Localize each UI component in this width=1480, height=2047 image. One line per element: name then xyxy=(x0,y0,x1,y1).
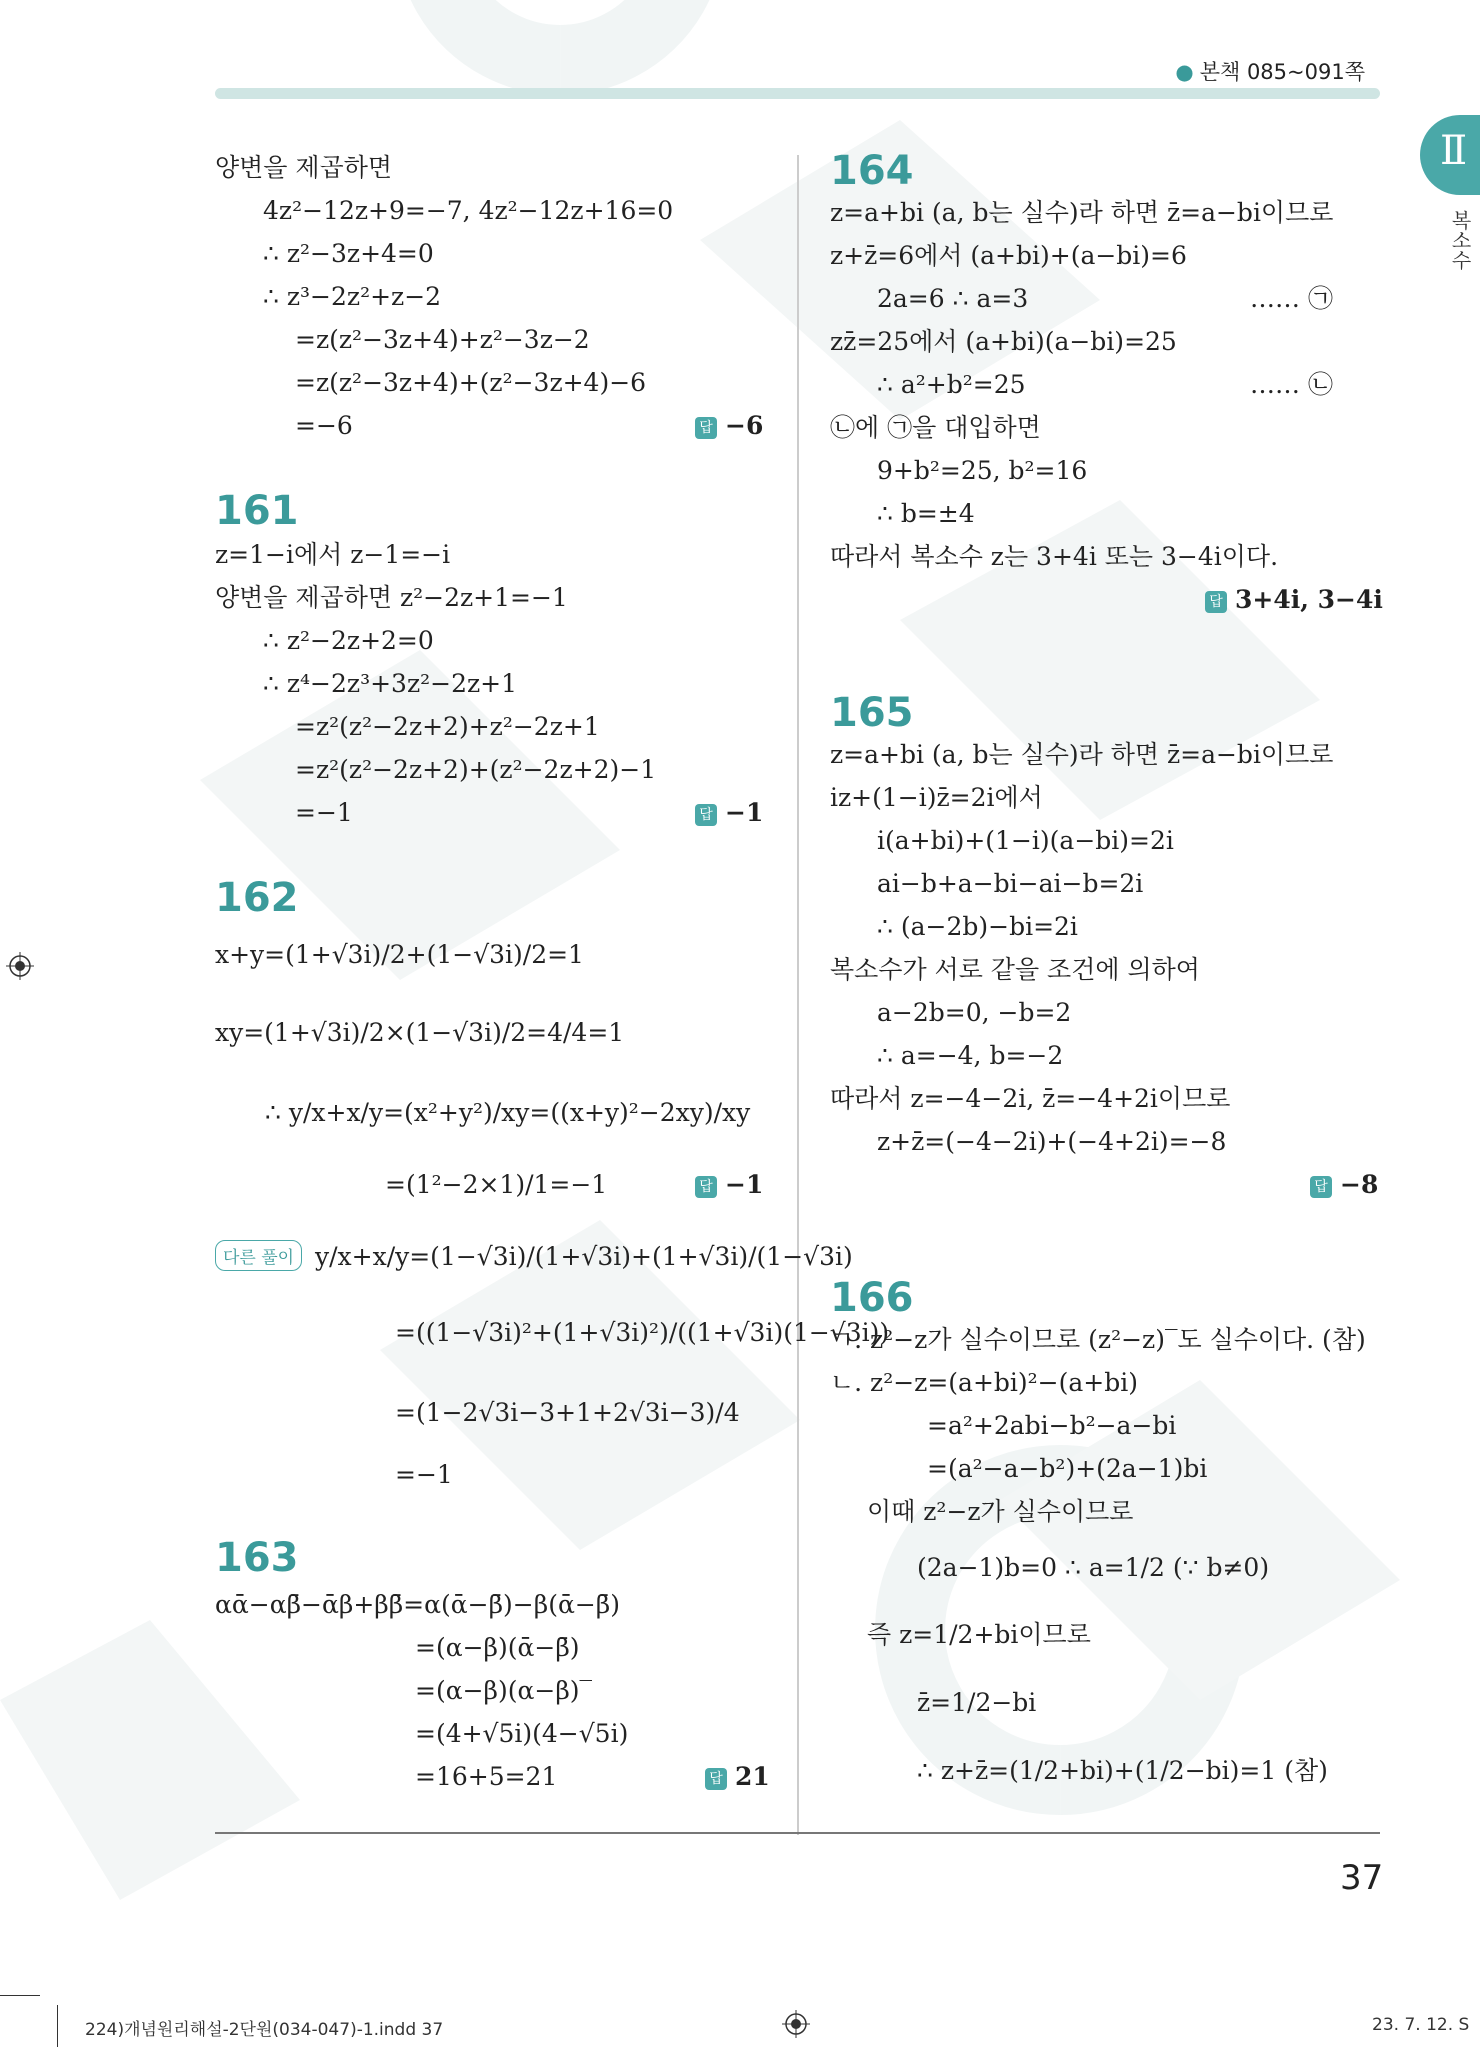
math-line: =z²(z²−2z+2)+z²−2z+1 xyxy=(295,712,600,741)
text-line: 따라서 z=−4−2i, z̄=−4+2i이므로 xyxy=(830,1084,1231,1113)
registration-mark-icon xyxy=(782,2010,810,2038)
print-date: 23. 7. 12. S xyxy=(1372,2015,1470,2035)
math-line: =−6 xyxy=(295,411,353,440)
math-line: =a²+2abi−b²−a−bi xyxy=(927,1411,1177,1440)
problem-number-166: 166 xyxy=(830,1275,914,1321)
math-line: ∴ z²−2z+2=0 xyxy=(263,626,434,655)
text-line: z=1−i에서 z−1=−i xyxy=(215,540,451,569)
math-line: x+y=(1+√3i)/2+(1−√3i)/2=1 xyxy=(215,940,584,969)
text-line: z=a+bi (a, b는 실수)라 하면 z̄=a−bi이므로 xyxy=(830,198,1334,227)
chapter-label: 복소수 xyxy=(1448,210,1472,270)
math-line: =(1²−2×1)/1=−1 xyxy=(385,1170,608,1199)
math-line: ∴ y/x+x/y=(x²+y²)/xy=((x+y)²−2xy)/xy xyxy=(265,1098,751,1127)
text-line: 양변을 제곱하면 xyxy=(215,153,392,182)
text-line: ㄱ. z²−z가 실수이므로 (z²−z)‾도 실수이다. (참) xyxy=(830,1325,1366,1354)
text-line: z+z̄=6에서 (a+bi)+(a−bi)=6 xyxy=(830,241,1187,270)
answer-box: 답 21 xyxy=(705,1762,770,1791)
problem-number-165: 165 xyxy=(830,690,914,736)
answer-icon: 답 xyxy=(1205,591,1227,613)
problem-number-161: 161 xyxy=(215,488,299,534)
math-line: =z(z²−3z+4)+z²−3z−2 xyxy=(295,325,590,354)
math-line: =16+5=21 xyxy=(415,1762,558,1791)
math-line: =(a²−a−b²)+(2a−1)bi xyxy=(927,1454,1208,1483)
answer-icon: 답 xyxy=(705,1768,727,1790)
math-line: ∴ (a−2b)−bi=2i xyxy=(877,912,1078,941)
math-line: =z²(z²−2z+2)+(z²−2z+2)−1 xyxy=(295,755,657,784)
math-line: =z(z²−3z+4)+(z²−3z+4)−6 xyxy=(295,368,647,397)
math-line: 2a=6 ∴ a=3 xyxy=(877,284,1029,313)
crop-mark xyxy=(57,2005,58,2047)
math-line: 9+b²=25, b²=16 xyxy=(877,456,1088,485)
file-info: 224)개념원리해설-2단원(034-047)-1.indd 37 xyxy=(85,2020,444,2040)
answer-box: 답 −1 xyxy=(695,798,763,827)
math-line: =(1−2√3i−3+1+2√3i−3)/4 xyxy=(395,1398,740,1427)
answer-icon: 답 xyxy=(695,417,717,439)
answer-box: 답 −1 xyxy=(695,1170,763,1199)
math-line: =−1 xyxy=(295,798,353,827)
math-line: ∴ z²−3z+4=0 xyxy=(263,239,434,268)
text-line: 복소수가 서로 같을 조건에 의하여 xyxy=(830,955,1200,984)
text-line: zz̄=25에서 (a+bi)(a−bi)=25 xyxy=(830,327,1177,356)
header-bar xyxy=(215,88,1380,99)
math-line: ∴ b=±4 xyxy=(877,499,975,528)
math-line: z̄=1/2−bi xyxy=(917,1688,1037,1717)
math-line: a−2b=0, −b=2 xyxy=(877,998,1072,1027)
math-line: ㄴ. z²−z=(a+bi)²−(a+bi) xyxy=(830,1368,1138,1397)
equation-tag: …… ㉡ xyxy=(1250,370,1333,399)
text-line: 양변을 제곱하면 z²−2z+1=−1 xyxy=(215,583,568,612)
math-line: =(α−β)(α−β)‾ xyxy=(415,1676,593,1705)
chapter-numeral: Ⅱ xyxy=(1440,128,1468,174)
text-line: iz+(1−i)z̄=2i에서 xyxy=(830,783,1043,812)
answer-box: 답 3+4i, 3−4i xyxy=(1205,585,1383,614)
column-divider xyxy=(797,155,799,1835)
math-line: (2a−1)b=0 ∴ a=1/2 (∵ b≠0) xyxy=(917,1553,1270,1582)
math-line: i(a+bi)+(1−i)(a−bi)=2i xyxy=(877,826,1174,855)
math-line: ∴ a=−4, b=−2 xyxy=(877,1041,1064,1070)
math-line: =((1−√3i)²+(1+√3i)²)/((1+√3i)(1−√3i)) xyxy=(395,1318,890,1347)
problem-number-164: 164 xyxy=(830,148,914,194)
math-line: xy=(1+√3i)/2×(1−√3i)/2=4/4=1 xyxy=(215,1018,625,1047)
math-line: =(4+√5i)(4−√5i) xyxy=(415,1719,629,1748)
page-reference: ● 본책 085~091쪽 xyxy=(1175,60,1365,84)
problem-number-163: 163 xyxy=(215,1535,299,1581)
answer-icon: 답 xyxy=(1310,1176,1332,1198)
text-line: 즉 z=1/2+bi이므로 xyxy=(867,1620,1091,1649)
alt-solution-badge: 다른 풀이 xyxy=(215,1240,302,1271)
math-line: ai−b+a−bi−ai−b=2i xyxy=(877,869,1144,898)
math-line: =(α−β)(ᾱ−β̄) xyxy=(415,1633,580,1662)
text-line: ㉡에 ㉠을 대입하면 xyxy=(830,413,1041,442)
page-number: 37 xyxy=(1340,1858,1384,1898)
text-line: z=a+bi (a, b는 실수)라 하면 z̄=a−bi이므로 xyxy=(830,740,1334,769)
problem-number-162: 162 xyxy=(215,875,299,921)
math-line: αᾱ−αβ̄−ᾱβ+ββ̄=α(ᾱ−β̄)−β(ᾱ−β̄) xyxy=(215,1590,620,1619)
math-line: ∴ z³−2z²+z−2 xyxy=(263,282,442,311)
answer-box: 답 −8 xyxy=(1310,1170,1378,1199)
crop-mark xyxy=(0,1995,40,1996)
equation-tag: …… ㉠ xyxy=(1250,284,1333,313)
answer-icon: 답 xyxy=(695,1176,717,1198)
math-line: ∴ z⁴−2z³+3z²−2z+1 xyxy=(263,669,518,698)
math-line: =−1 xyxy=(395,1460,453,1489)
text-line: 이때 z²−z가 실수이므로 xyxy=(867,1497,1134,1526)
text-line: 따라서 복소수 z는 3+4i 또는 3−4i이다. xyxy=(830,542,1279,571)
bottom-rule xyxy=(215,1832,1380,1834)
math-line: ∴ z+z̄=(1/2+bi)+(1/2−bi)=1 (참) xyxy=(917,1756,1328,1785)
registration-mark-icon xyxy=(6,952,34,980)
math-line: z+z̄=(−4−2i)+(−4+2i)=−8 xyxy=(877,1127,1227,1156)
answer-icon: 답 xyxy=(695,804,717,826)
math-line: 4z²−12z+9=−7, 4z²−12z+16=0 xyxy=(263,196,674,225)
answer-box: 답 −6 xyxy=(695,411,763,440)
math-line: ∴ a²+b²=25 xyxy=(877,370,1026,399)
math-line: y/x+x/y=(1−√3i)/(1+√3i)+(1+√3i)/(1−√3i) xyxy=(315,1242,853,1271)
